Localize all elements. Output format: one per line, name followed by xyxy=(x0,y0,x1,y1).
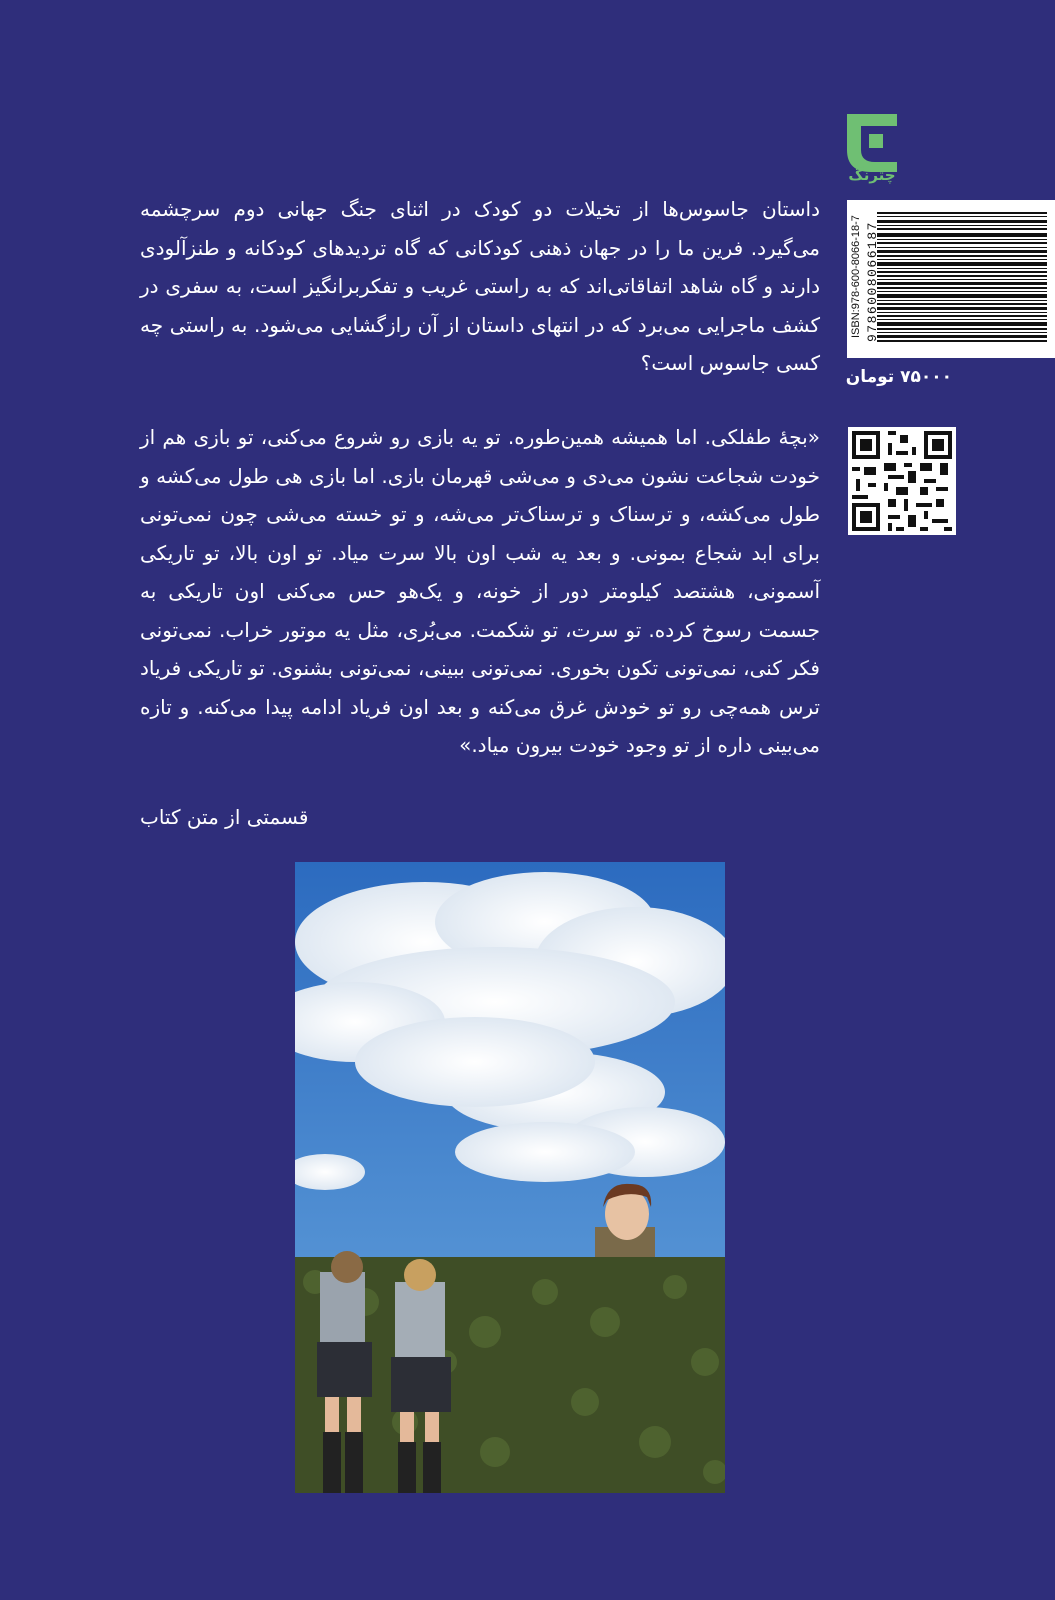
barcode-digits: 9786008066187 xyxy=(865,221,880,342)
excerpt-paragraph: «بچهٔ طفلکی. اما همیشه همین‌طوره. تو یه بازی رو شروع می‌کنی، تو بازی هم از خودت شجاعت نشون می‌دی و می‌شی قهرمان بازی. اما بازی هی طول می‌کشه و طول می‌کشه، و ترسناک و ترسناک‌تر می‌شه، و تو خسته می‌شی چون نمی‌تونی برای ابد شجاع بمونی. و بعد یه شب اون بالا سرت میاد. تو اون بالا، تو تاریکی آسمونی، هشتصد کیلومتر دور از خونه، و یک‌هو حس می‌کنی اون تاریکی به جسمت رسوخ کرده. تو سرت، تو شکمت. می‌بُری، مثل یه موتور خراب. نمی‌تونی فکر کنی، نمی‌تونی تکون بخوری. نمی‌تونی ببینی، نمی‌تونی بشنوی. تو تاریکی فریاد ترس همه‌چی رو تو خودش غرق می‌کنه و بعد اون فریاد ادامه پیدا می‌کنه. و تازه می‌بینی داره از تو وجود خودت بیرون میاد.» xyxy=(140,425,820,757)
barcode xyxy=(847,200,1055,358)
excerpt-caption: قسمتی از متن کتاب xyxy=(140,805,309,829)
barcode-bars-icon xyxy=(877,212,1047,342)
synopsis-paragraph: داستان جاسوس‌ها از تخیلات دو کودک در اثنای جنگ جهانی دوم سرچشمه می‌گیرد. فرین ما را در جهان ذهنی کودکانی که گاه تردیدهای کودکانه و طنزآلودی دارند و گاه شاهد اتفاقاتی‌اند که به راستی غریب و تفکربرانگیز است، به سفری در کشف ماجرایی می‌برد که در انتهای داستان از آن رازگشایی می‌شود. به راستی چه کسی جاسوس است؟ xyxy=(140,197,820,375)
price-label: ۷۵۰۰۰ تومان xyxy=(845,367,952,387)
cover-photo xyxy=(295,862,725,1493)
isbn-label: ISBN:978-600-8066-18-7 xyxy=(850,215,862,339)
publisher-name: چترنگ xyxy=(848,166,896,184)
qr-code-icon xyxy=(848,427,956,535)
